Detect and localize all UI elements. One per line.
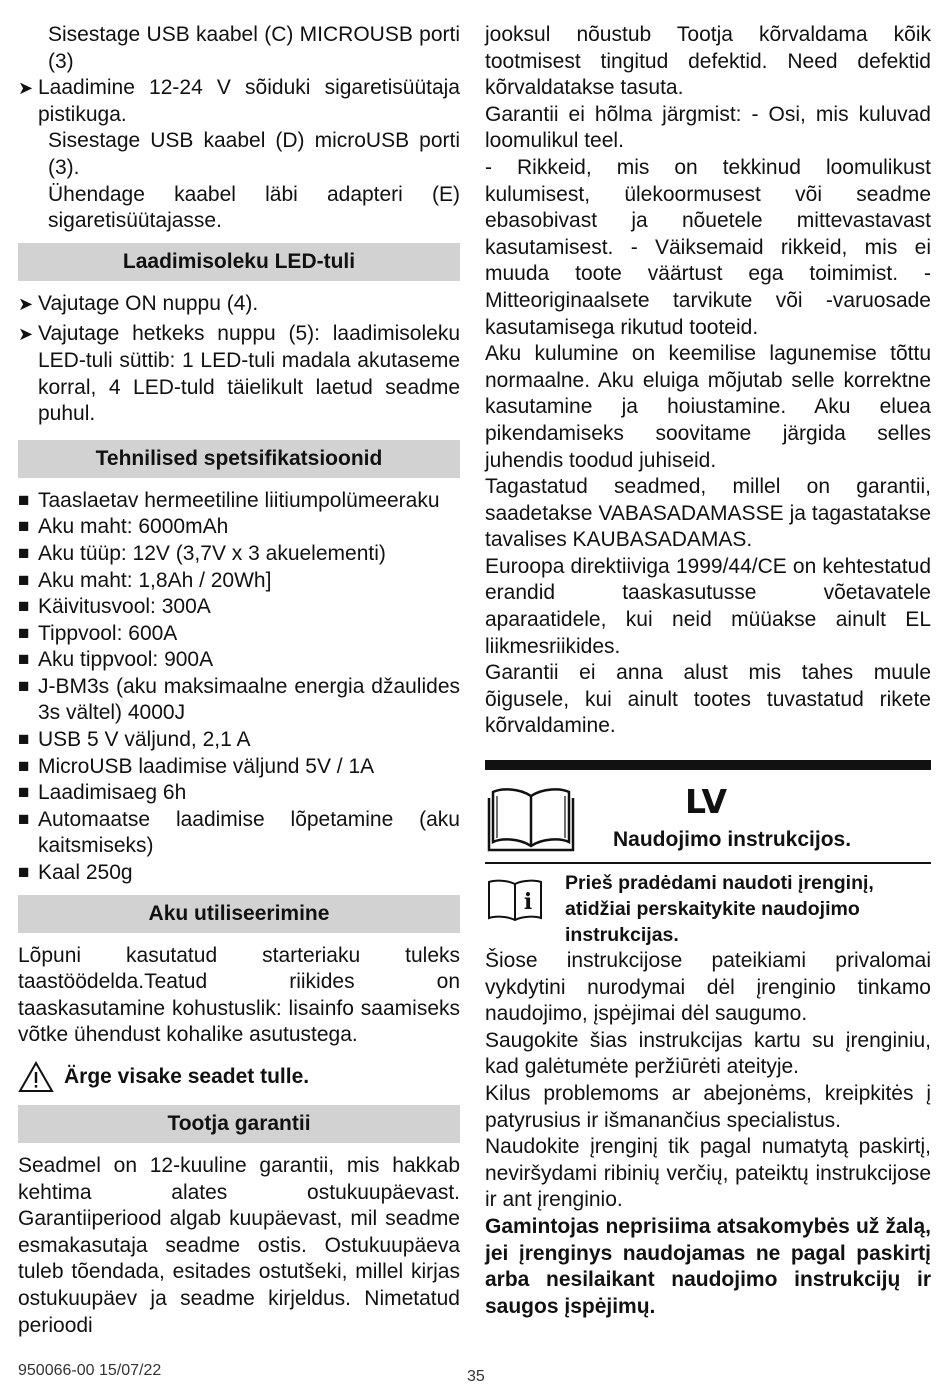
spec-item-text: Aku tippvool: 900A	[38, 648, 214, 672]
arrow-bullet-icon: ➤	[18, 324, 34, 345]
intro-bullet-text: Laadimine 12-24 V sõiduki sigaretisüütaja pistikuga.	[38, 76, 460, 126]
intro-line-1: Sisestage USB kaabel (C) MICROUSB porti (3)	[48, 23, 460, 73]
read-instructions-note	[485, 870, 931, 948]
square-bullet-icon: ■	[18, 569, 30, 591]
spec-item	[18, 621, 460, 648]
spec-item-text: Aku maht: 6000mAh	[38, 515, 229, 539]
document-code: 950066-00 15/07/22	[18, 1362, 162, 1379]
square-bullet-icon: ■	[18, 516, 30, 538]
spec-item-text: Aku tüüp: 12V (3,7V x 3 akuelementi)	[38, 541, 386, 565]
square-bullet-icon: ■	[18, 649, 30, 671]
led-item-text: Vajutage ON nuppu (4).	[38, 291, 259, 315]
intro-line-4: Ühendage kaabel läbi adapteri (E) sigaretisüütajasse.	[48, 182, 460, 233]
lv-paragraph: Naudokite įrenginį tik pagal numatytą paskirtį, neviršydami ribinių verčių, pateiktų instrukcijose ir ant įrenginio.	[485, 1135, 931, 1212]
square-bullet-icon: ■	[18, 675, 30, 697]
warranty-paragraph: jooksul nõustub Tootja kõrvaldama kõik tootmisest tingitud defektid. Need defektid kõrvaldatakse tasuta.	[485, 23, 931, 100]
lv-liability-text: Gamintojas neprisiima atsakomybės už žalą, jei įrenginys naudojamas ne pagal paskirtį arba nesilaikant naudojimo instrukcijų ir saugos įspėjimų.	[485, 1214, 931, 1318]
spec-item-text: Laadimisaeg 6h	[38, 781, 187, 805]
page-number: 35	[467, 1368, 485, 1385]
lv-instructions	[485, 948, 931, 1214]
spec-item	[18, 674, 460, 727]
book-icon	[487, 786, 575, 852]
spec-item-text: MicroUSB laadimise väljund 5V / 1A	[38, 754, 375, 778]
arrow-bullet-icon: ➤	[18, 293, 34, 314]
spec-item	[18, 727, 460, 754]
spec-item-text: Automaatse laadimise lõpetamine (aku kaitsmiseks)	[38, 807, 460, 858]
spec-item	[18, 780, 460, 807]
square-bullet-icon: ■	[18, 862, 30, 884]
spec-item-text: J-BM3s (aku maksimaalne energia džaulides 3s vältel) 4000J	[38, 674, 460, 725]
language-code: LV	[685, 782, 728, 822]
warranty-paragraph: Garantii ei hõlma järgmist: - Osi, mis kuluvad loomulikul teel.	[485, 102, 931, 153]
lv-paragraph: Šiose instrukcijose pateikiami privalomai vykdytini nurodymai dėl įrenginio tinkamo naudojimo, įspėjimai dėl saugumo.	[485, 949, 931, 1026]
square-bullet-icon: ■	[18, 782, 30, 804]
square-bullet-icon: ■	[18, 596, 30, 618]
spec-item	[18, 860, 460, 887]
spec-item-text: Tippvool: 600A	[38, 621, 178, 645]
arrow-bullet-icon: ➤	[18, 78, 34, 99]
warranty-paragraph: Aku kulumine on keemilise lagunemise tõttu normaalne. Aku eluiga mõjutab selle korrektne kasutamine ja hoiustamine. Aku eluea pikendamiseks soovitame järgida selles juhendis toodud juhiseid.	[485, 342, 931, 472]
spec-item	[18, 807, 460, 860]
spec-item	[18, 541, 460, 568]
warranty-paragraph: - Rikkeid, mis on tekkinud loomulikust kulumisest, ülekoormusest või seadme ebasobivast ja nõuetele mittevastavast kasutamisest. - Väiksemaid rikkeid, mis ei muuda toote väärtust ega toimimist. - Mitteoriginaalsete tarvikute või -varuosade kasutamisega rikutud tooteid.	[485, 155, 931, 339]
square-bullet-icon: ■	[18, 755, 30, 777]
spec-item	[18, 568, 460, 595]
square-bullet-icon: ■	[18, 489, 30, 511]
svg-text:i: i	[523, 889, 533, 916]
intro-line-3: Sisestage USB kaabel (D) microUSB porti (3).	[48, 129, 460, 179]
spec-item-text: Aku maht: 1,8Ah / 20Wh]	[38, 568, 272, 592]
led-item-text: Vajutage hetkeks nuppu (5): laadimisoleku LED-tuli süttib: 1 LED-tuli madala akutaseme korral, 4 LED-tuld täielikult laetud seadme puhul.	[38, 322, 460, 426]
lv-paragraph: Kilus problemoms ar abejonėms, kreipkitės į patyrusius ir išmanančius specialistus.	[485, 1082, 931, 1132]
spec-item-text: Käivitusvool: 300A	[38, 595, 211, 619]
language-header	[485, 770, 931, 862]
section-header-warranty: Tootja garantii	[18, 1105, 460, 1143]
spec-item	[18, 514, 460, 541]
spec-item	[18, 754, 460, 781]
square-bullet-icon: ■	[18, 542, 30, 564]
section-header-disposal: Aku utiliseerimine	[18, 895, 460, 933]
lv-paragraph: Saugokite šias instrukcijas kartu su įrenginiu, kad galėtumėte peržiūrėti ateityje.	[485, 1028, 931, 1079]
square-bullet-icon: ■	[18, 622, 30, 644]
section-divider-thin	[485, 862, 931, 864]
spec-item-text: Taaslaetav hermeetiline liitiumpolümeeraku	[38, 488, 440, 512]
spec-item	[18, 594, 460, 621]
led-item	[18, 291, 460, 318]
spec-item	[18, 488, 460, 515]
spec-item	[18, 647, 460, 674]
read-instructions-text: Prieš pradėdami naudoti įrenginį, atidžiai perskaitykite naudojimo instrukcijas.	[565, 872, 874, 947]
square-bullet-icon: ■	[18, 808, 30, 830]
intro-bullet-car-charging	[18, 75, 460, 128]
warranty-continued	[485, 22, 931, 740]
section-header-specs: Tehnilised spetsifikatsioonid	[18, 440, 460, 478]
disposal-text: Lõpuni kasutatud starteriaku tuleks taastöödelda.Teatud riikides on taaskasutamine kohustuslik: lisainfo saamiseks võtke ühendust kohalike asutustega.	[18, 943, 460, 1047]
warning-triangle-icon	[18, 1061, 54, 1093]
warranty-text: Seadmel on 12-kuuline garantii, mis hakkab kehtima alates ostukuupäevast. Garantiiperiood algab kuupäevast, mil seadme esmakasutaja seadme ostis. Ostukuupäeva tuleb tõendada, esitades ostutšeki, millel kirjas ostukuupäev ja seadme kirjeldus. Nimetatud perioodi	[18, 1154, 460, 1337]
spec-item-text: Kaal 250g	[38, 861, 133, 885]
led-item	[18, 321, 460, 427]
section-divider-thick	[485, 760, 931, 770]
right-column	[485, 22, 931, 1320]
square-bullet-icon: ■	[18, 729, 30, 751]
fire-warning-text: Ärge visake seadet tulle.	[64, 1065, 310, 1088]
warranty-paragraph: Garantii ei anna alust mis tahes muule õigusele, kui ainult tootes tuvastatud rikete kõrvaldamine.	[485, 661, 931, 738]
info-book-icon	[485, 878, 545, 924]
left-column	[18, 22, 460, 1339]
language-subtitle: Naudojimo instrukcijos.	[613, 828, 852, 852]
warranty-paragraph: Euroopa direktiiviga 1999/44/CE on kehtestatud erandid taaskasutusse võetavatele aparaatidele, kui neid müüakse ainult EL liikmesriikides.	[485, 554, 931, 658]
spec-list	[18, 488, 460, 887]
warranty-paragraph: Tagastatud seadmed, millel on garantii, saadetakse VABASADAMASSE ja tagastatakse tavalises KAUBASADAMAS.	[485, 475, 931, 552]
spec-item-text: USB 5 V väljund, 2,1 A	[38, 728, 251, 752]
fire-warning	[18, 1061, 460, 1093]
section-header-led: Laadimisoleku LED-tuli	[18, 243, 460, 281]
